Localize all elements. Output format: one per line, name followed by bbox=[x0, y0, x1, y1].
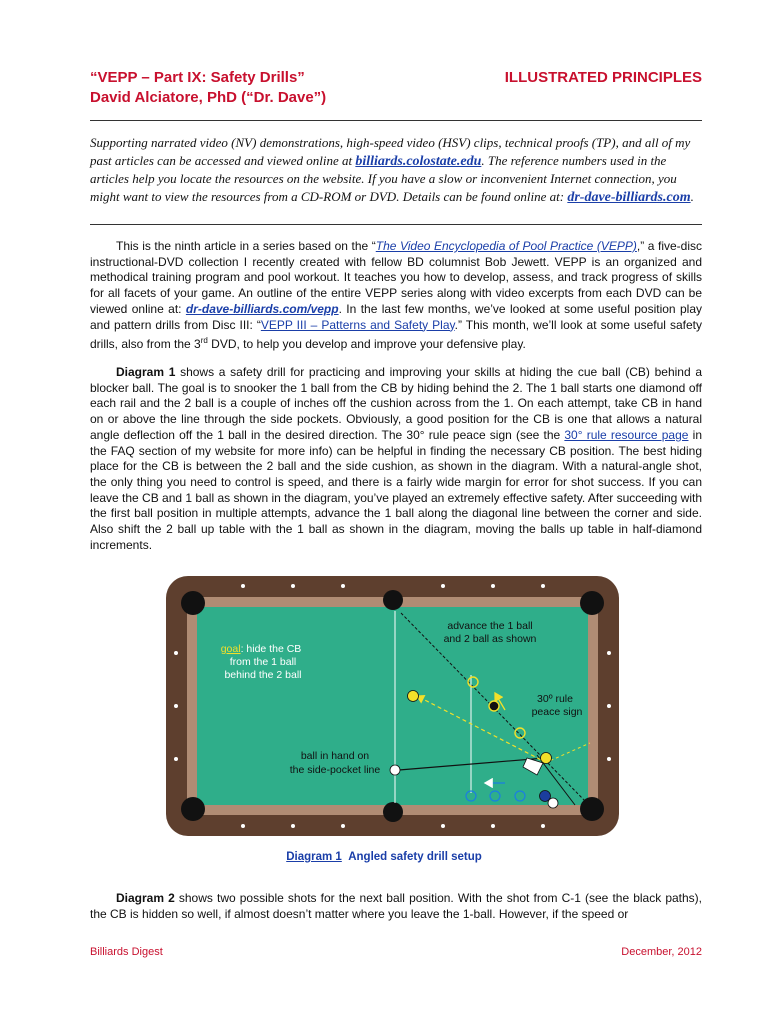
label-rule-1: 30º rule bbox=[537, 693, 573, 705]
pocket-bottom-side bbox=[383, 802, 403, 822]
p2-lead: Diagram 1 bbox=[116, 365, 176, 379]
author-line: David Alciatore, PhD (“Dr. Dave”) bbox=[90, 89, 327, 106]
p2-text-2: in the FAQ section of my website for more info) can be helpful in finding the necessary CB position. The best hiding place for the CB is between the 2 ball and the side cushion, as shown in the diagram. With a natural-angle shot, the only thing you need to control is speed, and there is a fairly wide margin for error for shot success. If you can leave the CB and 1 ball as shown in the diagram, you’ve played an extremely effective safety. After succeeding with the first ball position in multiple attempts, advance the 1 ball along the diagonal line between the corner and side. Also shift the 2 ball up table with the 1 ball as shown in the diagram, moving the balls up table in half-diamond increments. bbox=[90, 427, 702, 552]
cue-ball-final bbox=[548, 798, 558, 808]
p1-text-4: .” This month, we’ll look at some useful safety drills, also from the 3 bbox=[90, 317, 702, 352]
paragraph-1 bbox=[90, 239, 702, 353]
rule-30-link[interactable]: 30° rule resource page bbox=[564, 427, 689, 442]
vepp-link[interactable]: The Video Encyclopedia of Pool Practice (VEPP) bbox=[375, 239, 637, 253]
p2-text-1: shows a safety drill for practicing and improving your skills at hiding the cue ball (CB) behind a blocker ball. The goal is to snooker the 1 ball from the CB by hiding behind the 2. The 1 ball starts one diamond off each rail and the 2 ball is a couple of inches off the cushion across from the 1. On each attempt, take CB in hand on or above the line through the side pockets. Obviously, a good position for the CB is one that allows a natural angle deflection off the 1 ball in the desired direction. The 30° rule peace sign (see the bbox=[90, 365, 702, 442]
label-rule-2: peace sign bbox=[531, 706, 583, 718]
p1-sup: rd bbox=[200, 336, 208, 346]
pocket-bottom-left bbox=[181, 797, 205, 821]
label-goal-2: from the 1 ball bbox=[229, 656, 297, 668]
p1-text-1: This is the ninth article in a series based on the “ bbox=[116, 239, 376, 253]
p3-lead: Diagram 2 bbox=[116, 891, 175, 905]
page-header bbox=[90, 68, 702, 108]
one-ball-target bbox=[408, 691, 419, 702]
colostate-link[interactable]: billiards.colostate.edu bbox=[355, 153, 482, 169]
intro-text-2: . The reference numbers used in the articles help you locate the resources on the website. If you have a slow or inconvenient Internet connection, you might want to view the resources from a CD-ROM or DVD. Details can be found online at: bbox=[90, 152, 677, 204]
intro-text-1: Supporting narrated video (NV) demonstrations, high-speed video (HSV) clips, technical proofs (TP), and all of my past articles can be accessed and viewed online at bbox=[90, 135, 691, 168]
footer-left: Billiards Digest bbox=[90, 946, 163, 958]
footer-right: December, 2012 bbox=[621, 946, 702, 958]
pocket-top-side bbox=[383, 590, 403, 610]
p1-text-3: . In the last few months, we’ve looked at some useful position play and pattern drills from Disc III: “ bbox=[90, 301, 702, 332]
caption-text: Angled safety drill setup bbox=[348, 851, 482, 863]
intro-divider bbox=[90, 224, 702, 225]
intro-text-3: . bbox=[690, 188, 694, 204]
paragraph-2 bbox=[90, 365, 702, 553]
p1-text-2: ,” a five-disc instructional-DVD collection I recently created with fellow BD columnist Bob Jewett. VEPP is an organized and methodical training program and pool workout. It teaches you how to develop, assess, and track progress of skills for all facets of your game. An outline of the entire VEPP series along with video excerpts from each DVD can be viewed online at: bbox=[90, 239, 703, 316]
label-advance-2: and 2 ball as shown bbox=[443, 633, 537, 645]
pocket-top-right bbox=[580, 591, 604, 615]
label-goal: goal: hide the CB bbox=[220, 643, 302, 655]
pocket-bottom-right bbox=[580, 797, 604, 821]
pocket-top-left bbox=[181, 591, 205, 615]
paragraph-3 bbox=[90, 891, 702, 922]
cue-ball-start bbox=[390, 765, 400, 775]
dr-dave-link[interactable]: dr-dave-billiards.com bbox=[567, 189, 691, 205]
p1-text-5: DVD, to help you develop and improve your defensive play. bbox=[207, 337, 526, 352]
caption-number[interactable]: Diagram 1 bbox=[286, 851, 342, 863]
pool-table-diagram bbox=[165, 575, 620, 837]
vepp-iii-link[interactable]: VEPP III – Patterns and Safety Play bbox=[260, 317, 455, 332]
vepp-url-link[interactable]: dr-dave-billiards.com/vepp bbox=[185, 301, 339, 316]
diagram-caption bbox=[0, 851, 768, 863]
one-ball bbox=[541, 753, 552, 764]
label-hand-2: the side-pocket line bbox=[289, 764, 381, 776]
intro-note bbox=[90, 134, 702, 206]
section-label: ILLUSTRATED PRINCIPLES bbox=[504, 69, 702, 86]
ball-ghost-2 bbox=[489, 701, 499, 711]
p3-text-1: shows two possible shots for the next ball position. With the shot from C-1 (see the black paths), the CB is hidden so well, if almost doesn’t matter where you leave the 1-ball. However, if the speed or bbox=[90, 891, 703, 921]
label-hand-1: ball in hand on bbox=[300, 750, 370, 762]
top-divider bbox=[90, 120, 702, 121]
label-goal-3: behind the 2 ball bbox=[224, 669, 302, 681]
label-advance-1: advance the 1 ball bbox=[447, 620, 533, 632]
article-title: “VEPP – Part IX: Safety Drills” bbox=[90, 69, 305, 86]
